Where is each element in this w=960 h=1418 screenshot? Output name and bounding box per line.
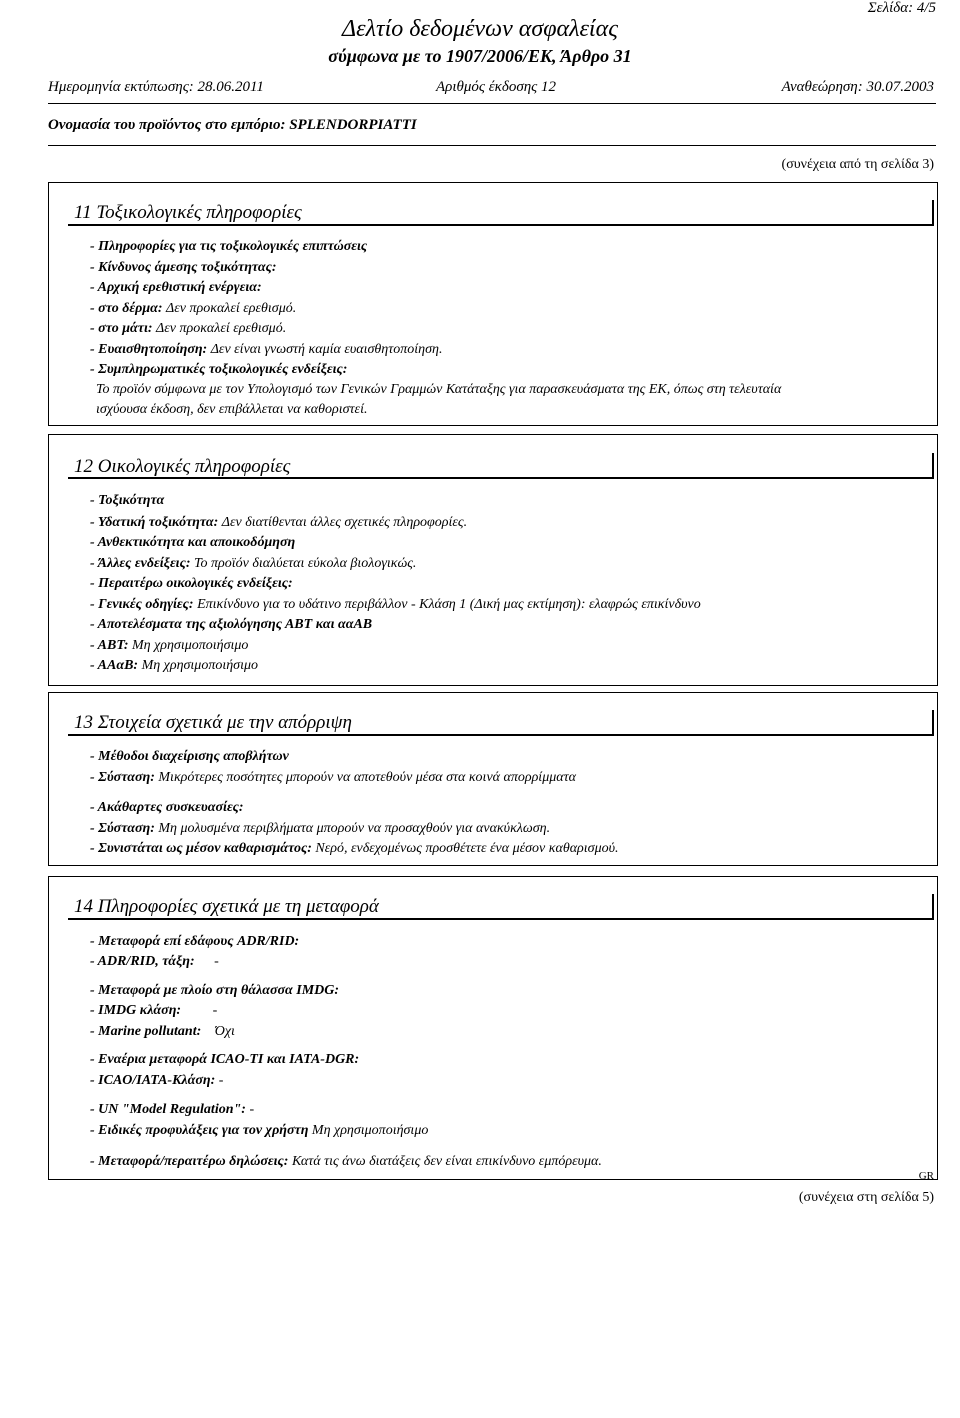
print-date: Ημερομηνία εκτύπωσης: 28.06.2011 — [48, 79, 264, 95]
s12-row-3: - Ανθεκτικότητα και αποικοδόμηση — [90, 535, 296, 550]
continued-to: (συνέχεια στη σελίδα 5) — [798, 1190, 934, 1205]
language-code: GR — [918, 1170, 934, 1182]
s14-row-8-value: - — [249, 1102, 255, 1117]
product-divider — [48, 145, 936, 146]
s14-row-7 — [90, 1072, 223, 1090]
document-subtitle: σύμφωνα με το 1907/2006/ΕΚ, Άρθρο 31 — [328, 46, 632, 66]
s13-row-5-label: - Συνιστάται ως μέσον καθαρισμάτος: — [90, 841, 312, 856]
s13-row-4-value: Μη μολυσμένα περιβλήματα μπορούν να προσαχθούν για ανακύκλωση. — [158, 821, 551, 836]
s13-row-2-value: Μικρότερες ποσότητες μπορούν να αποτεθούν μέσα στα κοινά απορρίμματα — [158, 770, 576, 785]
s11-row-7: - Συμπληρωματικές τοξικολογικές ενδείξεις: — [90, 362, 348, 377]
s13-row-5 — [90, 840, 619, 858]
s11-row-6-label: - Ευαισθητοποίηση: — [90, 342, 208, 357]
s12-row-5: - Περαιτέρω οικολογικές ενδείξεις: — [90, 576, 293, 591]
s13-row-1: - Μέθοδοι διαχείρισης αποβλήτων — [90, 749, 289, 764]
continued-from: (συνέχεια από τη σελίδα 3) — [781, 157, 934, 172]
s14-row-8-label: - UN "Model Regulation": — [90, 1102, 246, 1117]
s11-row-1: - Πληροφορίες για τις τοξικολογικές επιπτώσεις — [90, 239, 368, 254]
s13-row-4-label: - Σύσταση: — [90, 821, 155, 836]
s14-row-10-value: Κατά τις άνω διατάξεις δεν είναι επικίνδυνο εμπόρευμα. — [291, 1154, 602, 1169]
s12-row-2 — [90, 514, 467, 532]
s11-row-5 — [90, 320, 286, 338]
s12-row-8-label: - ΑΒΤ: — [90, 638, 129, 653]
s14-row-7-value: - — [218, 1073, 224, 1088]
s11-row-4 — [90, 300, 296, 318]
s12-row-6 — [90, 596, 701, 614]
s11-row-6 — [90, 341, 442, 359]
s14-row-9-label: - Ειδικές προφυλάξεις για τον χρήστη — [90, 1123, 309, 1138]
section-12-title: 12 Οικολογικές πληροφορίες — [74, 456, 291, 477]
s11-row-5-label: - στο μάτι: — [90, 321, 153, 336]
s14-row-5-label: - Marine pollutant: — [90, 1024, 202, 1039]
section-11-title: 11 Τοξικολογικές πληροφορίες — [74, 202, 302, 223]
s12-row-9 — [90, 657, 258, 675]
s13-row-3: - Ακάθαρτες συσκευασίες: — [90, 800, 244, 815]
s11-row-2: - Κίνδυνος άμεσης τοξικότητας: — [90, 260, 277, 275]
s11-row-3: - Αρχική ερεθιστική ενέργεια: — [90, 280, 262, 295]
s13-row-4 — [90, 820, 550, 838]
s14-row-2-value: - — [214, 954, 219, 969]
s11-row-6-value: Δεν είναι γνωστή καμία ευαισθητοποίηση. — [210, 342, 443, 357]
s14-row-9 — [90, 1122, 428, 1140]
s14-row-4-label: - IMDG κλάση: — [90, 1003, 182, 1018]
s14-row-9-value: Μη χρησιμοποιήσιμο — [311, 1123, 429, 1138]
s12-row-4-label: - Άλλες ενδείξεις: — [90, 556, 191, 571]
s14-row-6: - Εναέρια μεταφορά ICAO-TI και IATA-DGR: — [90, 1052, 360, 1067]
s11-row-4-value: Δεν προκαλεί ερεθισμό. — [166, 301, 297, 316]
version-number: Αριθμός έκδοσης 12 — [436, 79, 557, 95]
s12-row-7: - Αποτελέσματα της αξιολόγησης ΑΒΤ και ααΑΒ — [90, 617, 373, 632]
s13-row-5-value: Νερό, ενδεχομένως προσθέτετε ένα μέσον καθαρισμού. — [315, 841, 619, 856]
s12-row-6-label: - Γενικές οδηγίες: — [90, 597, 194, 612]
s14-row-4-value: - — [212, 1003, 218, 1018]
section-13-title: 13 Στοιχεία σχετικά με την απόρριψη — [74, 712, 352, 733]
s14-row-10-label: - Μεταφορά/περαιτέρω δηλώσεις: — [90, 1154, 289, 1169]
s11-row-4-label: - στο δέρμα: — [90, 301, 163, 316]
product-name: Ονομασία του προϊόντος στο εμπόριο: SPLENDORPIATTI — [48, 117, 417, 133]
s14-row-8 — [90, 1101, 254, 1119]
s14-row-7-label: - ICAO/IATA-Κλάση: — [90, 1073, 216, 1088]
s12-row-1: - Τοξικότητα — [90, 493, 165, 508]
s12-row-4 — [90, 555, 416, 573]
s12-row-8 — [90, 637, 248, 655]
header-divider — [48, 103, 936, 104]
s11-paragraph-line-2: ισχύουσα έκδοση, δεν επιβάλλεται να καθοριστεί. — [96, 402, 368, 417]
s14-row-2 — [90, 953, 219, 971]
revision-date: Αναθεώρηση: 30.07.2003 — [781, 79, 934, 95]
s14-row-3: - Μεταφορά με πλοίο στη θάλασσα IMDG: — [90, 983, 340, 998]
s12-row-4-value: Το προϊόν διαλύεται εύκολα βιολογικώς. — [193, 556, 417, 571]
s11-paragraph-line-1: Το προϊόν σύμφωνα με τον Υπολογισμό των Γενικών Γραμμών Κατάταξης για παρασκευάσματα της ΕΚ, όπως στη τελευταία — [96, 382, 782, 397]
s12-row-9-value: Μη χρησιμοποιήσιμο — [141, 658, 259, 673]
s12-row-2-label: - Υδατική τοξικότητα: — [90, 515, 219, 530]
section-14-title: 14 Πληροφορίες σχετικά με τη μεταφορά — [74, 896, 379, 917]
page-number: Σελίδα: 4/5 — [867, 0, 936, 16]
s13-row-2 — [90, 769, 576, 787]
s13-row-2-label: - Σύσταση: — [90, 770, 155, 785]
s14-row-5 — [90, 1023, 235, 1041]
s14-row-5-value: Όχι — [214, 1024, 235, 1039]
document-title: Δελτίο δεδομένων ασφαλείας — [342, 16, 618, 42]
s14-row-10 — [90, 1153, 602, 1171]
s12-row-6-value: Επικίνδυνο για το υδάτινο περιβάλλον - Κλάση 1 (Δική μας εκτίμηση): ελαφρώς επικίνδυνο — [197, 597, 701, 612]
s12-row-2-value: Δεν διατίθενται άλλες σχετικές πληροφορίες. — [221, 515, 468, 530]
s12-row-8-value: Μη χρησιμοποιήσιμο — [132, 638, 249, 653]
s14-row-2-label: - ADR/RID, τάξη: — [90, 954, 195, 969]
s11-row-5-value: Δεν προκαλεί ερεθισμό. — [156, 321, 287, 336]
s14-row-4 — [90, 1002, 217, 1020]
s12-row-9-label: - ΑΑαΒ: — [90, 658, 139, 673]
s14-row-1: - Μεταφορά επί εδάφους ADR/RID: — [90, 934, 300, 949]
